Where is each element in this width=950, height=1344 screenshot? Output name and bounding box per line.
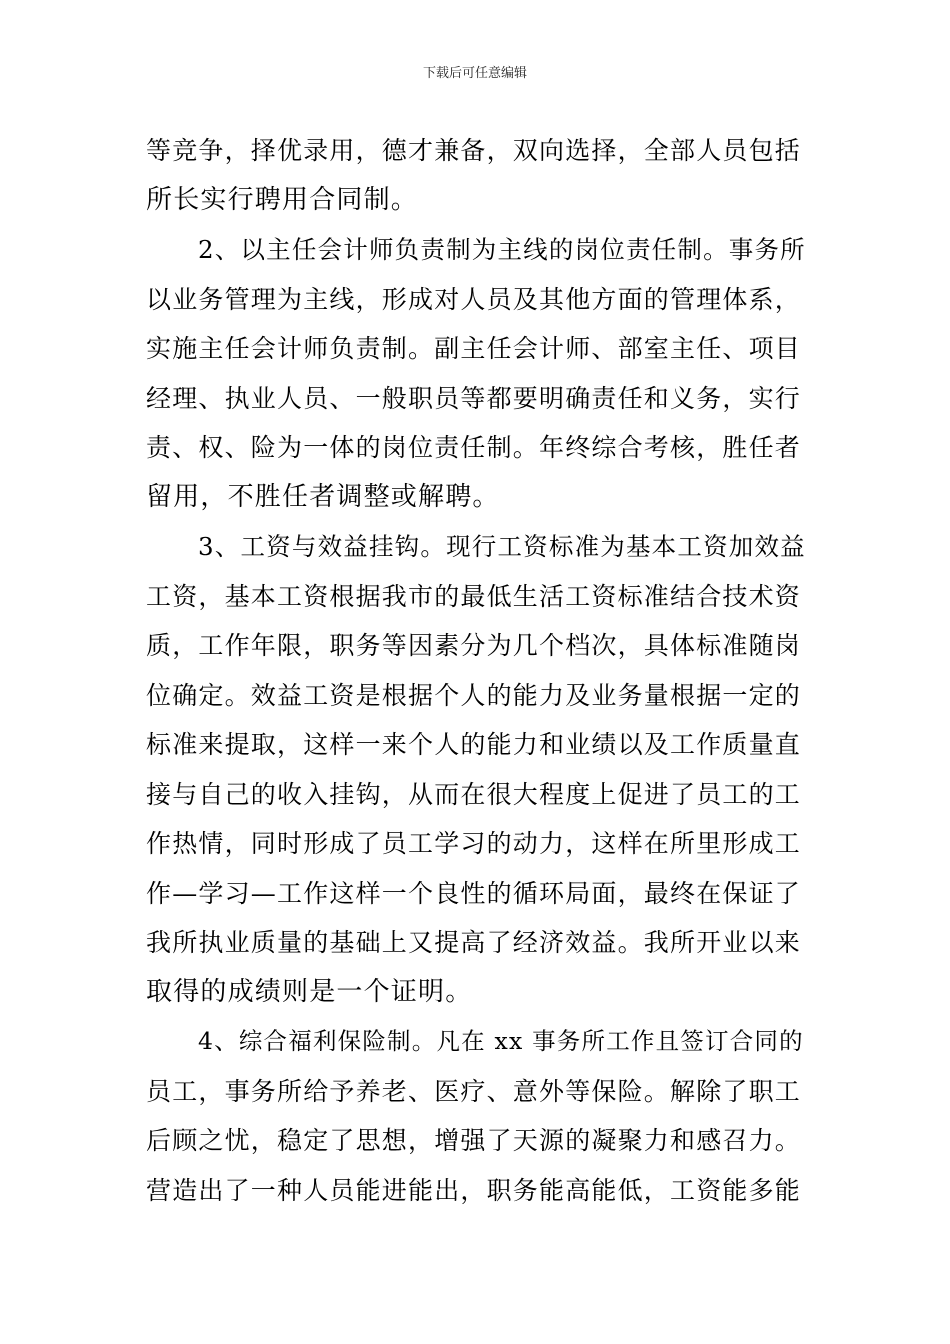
- text-line: 工资，基本工资根据我市的最低生活工资标准结合技术资: [146, 581, 802, 611]
- text-line: 接与自己的收入挂钩，从而在很大程度上促进了员工的工: [146, 779, 802, 809]
- text-line: 等竞争，择优录用，德才兼备，双向选择，全部人员包括: [146, 136, 802, 165]
- text-line: 质，工作年限，职务等因素分为几个档次，具体标准随岗: [146, 631, 802, 660]
- text-line: 我所执业质量的基础上又提高了经济效益。我所开业以来: [146, 928, 802, 957]
- text-line: 员工，事务所给予养老、医疗、意外等保险。解除了职工: [146, 1076, 802, 1106]
- text-line: 实施主任会计师负责制。副主任会计师、部室主任、项目: [146, 334, 802, 363]
- text-line: 经理、执业人员、一般职员等都要明确责任和义务，实行: [146, 383, 802, 413]
- text-line: 留用，不胜任者调整或解聘。: [146, 481, 500, 512]
- paragraph-start-line: 2、以主任会计师负责制为主线的岗位责任制。事务所: [198, 235, 806, 264]
- document-body: [146, 126, 810, 1215]
- text-line: 取得的成绩则是一个证明。: [146, 976, 473, 1007]
- text-line: 后顾之忧，稳定了思想，增强了天源的凝聚力和感召力。: [146, 1126, 802, 1155]
- text-line: 以业务管理为主线，形成对人员及其他方面的管理体系，: [146, 284, 802, 314]
- paragraph-start-line: 3、工资与效益挂钩。现行工资标准为基本工资加效益: [198, 532, 806, 561]
- text-line: 作热情，同时形成了员工学习的动力，这样在所里形成工: [146, 829, 802, 858]
- text-line: 所长实行聘用合同制。: [146, 184, 419, 215]
- paragraph-start-line: 4、综合福利保险制。凡在 xx 事务所工作且签订合同的: [198, 1027, 804, 1055]
- text-line: 位确定。效益工资是根据个人的能力及业务量根据一定的: [146, 680, 802, 710]
- text-line: 作—学习—工作这样一个良性的循环局面，最终在保证了: [146, 878, 802, 908]
- text-line: 责、权、险为一体的岗位责任制。年终综合考核，胜任者: [146, 433, 802, 462]
- text-line: 标准来提取，这样一来个人的能力和业绩以及工作质量直: [146, 730, 802, 759]
- text-line: 营造出了一种人员能进能出，职务能高能低，工资能多能: [146, 1175, 802, 1205]
- page-header: 下载后可任意编辑: [422, 66, 527, 81]
